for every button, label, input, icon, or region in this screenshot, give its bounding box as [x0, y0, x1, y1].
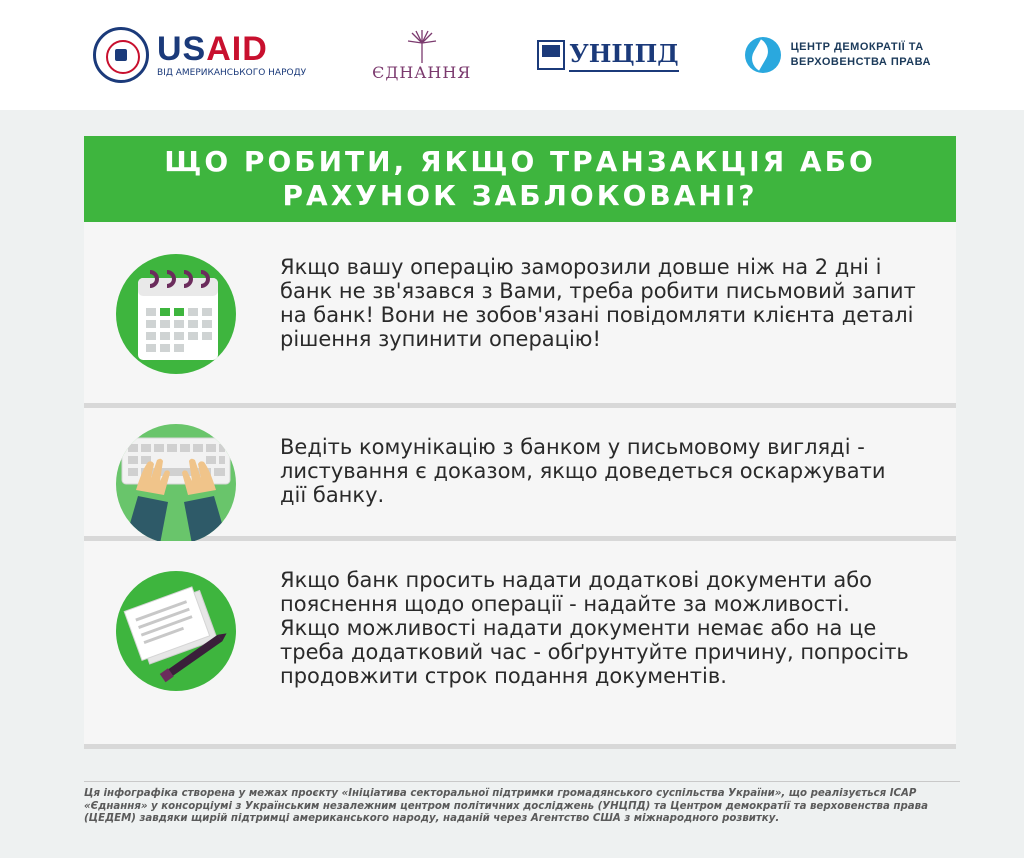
keyboard-hands-icon [116, 424, 236, 544]
feather-icon [745, 37, 781, 73]
documents-pen-icon [116, 571, 236, 691]
tip-card [84, 408, 956, 541]
usaid-logo-aid: AID [206, 30, 268, 68]
usaid-logo-subtitle: ВІД АМЕРИКАНСЬКОГО НАРОДУ [156, 68, 307, 78]
page-title: ЩО РОБИТИ, ЯКЩО ТРАНЗАКЦІЯ АБО РАХУНОК ЗАБЛОКОВАНІ? [84, 136, 956, 222]
footer-divider [84, 781, 960, 782]
tip-text: Якщо банк просить надати додаткові документи або пояснення щодо операції - надайте за можливості. Якщо можливості надати документи немає або на це треба додатковий час - обґрунтуйте причину, попросіть продовжити строк подання документів. [280, 568, 909, 688]
cedem-logo-text: ЦЕНТР ДЕМОКРАТІЇ ТА ВЕРХОВЕНСТВА ПРАВА [790, 41, 931, 68]
usaid-logo [93, 27, 306, 83]
usaid-logo-us: US [156, 30, 207, 68]
logo-bar [0, 0, 1024, 110]
uncpd-logo [537, 39, 678, 72]
usaid-seal-icon [93, 27, 149, 83]
flower-icon [402, 29, 442, 63]
tip-card [84, 541, 956, 749]
uncpd-logo-text: УНЦПД [569, 39, 678, 72]
calendar-icon [116, 254, 236, 374]
tip-text: Якщо вашу операцію заморозили довше ніж на 2 дні і банк не зв'язався з Вами, треба робити письмовий запит на банк! Вони не зобов'язані повідомляти клієнта деталі рішення зупинити операцію! [280, 255, 916, 351]
tip-text: Ведіть комунікацію з банком у письмовому вигляді - листування є доказом, якщо доведеться оскаржувати дії банку. [280, 435, 886, 507]
ednannya-logo-text: ЄДНАННЯ [372, 62, 472, 82]
footer-note: Ця інфографіка створена у межах проєкту «Ініціатива секторальної підтримки громадянського суспільства України», що реалізується ІСАР «Єднання» у консорціумі з Українським незалежним центром політичних досліджень (УНЦПД) та Центром демократії та верховенства права (ЦЕДЕМ) завдяки щирій підтримці американського народу, наданій через Агентство США з міжнародного розвитку. [84, 788, 928, 824]
ednannya-logo [372, 29, 471, 82]
tip-card [84, 222, 956, 408]
uncpd-mark-icon [537, 40, 565, 70]
cedem-logo [745, 37, 931, 73]
